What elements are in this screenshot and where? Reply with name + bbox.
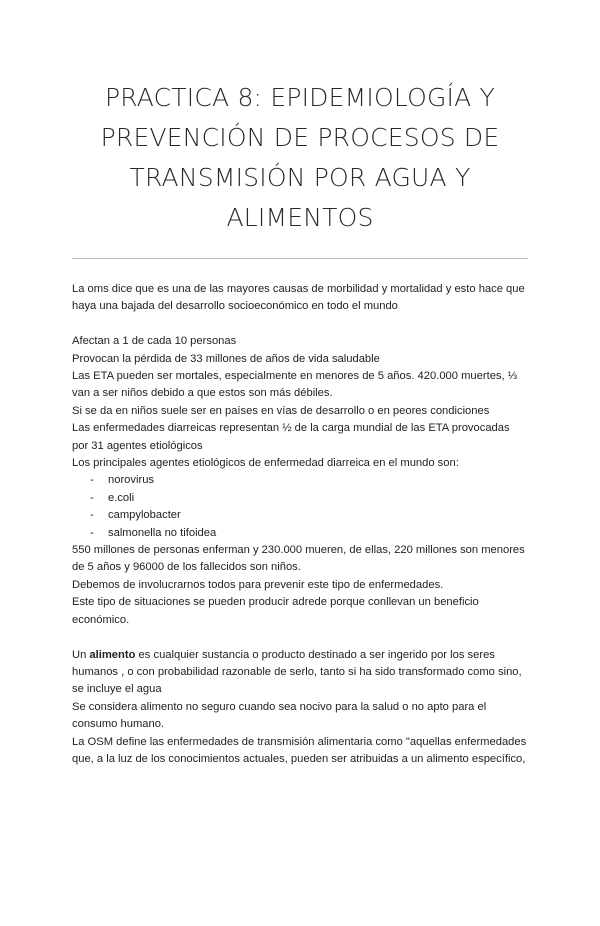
list-item: - campylobacter [90,507,528,524]
intro-paragraph: La oms dice que es una de las mayores causas de morbilidad y mortalidad y esto hace que haya una bajada del desarrollo socioeconómico en todo el mundo [72,283,525,313]
paragraph-gap [72,316,528,333]
food-def-prefix: Un [72,648,90,661]
paragraph-gap [72,629,528,646]
fact-line: Provocan la pérdida de 33 millones de años de vida saludable [72,352,380,365]
list-item: - salmonella no tifoidea [90,525,528,542]
food-def-term: alimento [89,648,136,661]
title-line-2: PREVENCIÓN DE PROCESOS DE [100,123,500,152]
title-line-4: ALIMENTOS [226,203,374,232]
food-def-rest: es cualquier sustancia o producto destinado a ser ingerido por los seres humanos , o con probabilidad razonable de serlo, tanto si ha sido transformado como sino, se incluye el agua [72,648,522,696]
fact-line: Si se da en niños suele ser en países en vías de desarrollo o en peores condiciones [72,404,490,417]
stat-paragraph: 550 millones de personas enferman y 230.000 mueren, de ellas, 220 millones son menores de 5 años y 96000 de los fallecidos son niños. [72,544,525,574]
title-divider [72,258,528,259]
fact-line: Afectan a 1 de cada 10 personas [72,335,237,348]
food-definition-paragraph [72,647,528,699]
unsafe-food-paragraph: Se considera alimento no seguro cuando sea nocivo para la salud o no apto para el consumo humano. [72,700,487,731]
fact-line: Los principales agentes etiológicos de enfermedad diarreica en el mundo son: [72,457,459,470]
title-line-1: PRACTICA 8: EPIDEMIOLOGÍA Y [104,83,496,112]
list-item: - e.coli [90,490,528,507]
osm-paragraph: La OSM define las enfermedades de transmisión alimentaria como "aquellas enfermedades que, a la luz de los conocimientos actuales, pueden ser atribuidas a un alimento específico, [72,735,527,765]
intent-paragraph: Este tipo de situaciones se pueden producir adrede porque conllevan un beneficio económico. [72,596,479,626]
fact-line: Las ETA pueden ser mortales, especialmente en menores de 5 años. 420.000 muertes, ⅓ van a ser niños debido a que estos son más débiles. [72,370,518,400]
title-line-3: TRANSMISIÓN POR AGUA Y [129,163,471,192]
page-title [72,78,528,238]
prevention-line: Debemos de involucrarnos todos para prevenir este tipo de enfermedades. [72,578,444,591]
list-item: - norovirus [90,472,528,489]
fact-line: Las enfermedades diarreicas representan ½ de la carga mundial de las ETA provocadas por 31 agentes etiológicos [72,422,510,452]
document-page [0,78,600,926]
document-body [72,281,528,768]
agents-list [72,472,528,542]
